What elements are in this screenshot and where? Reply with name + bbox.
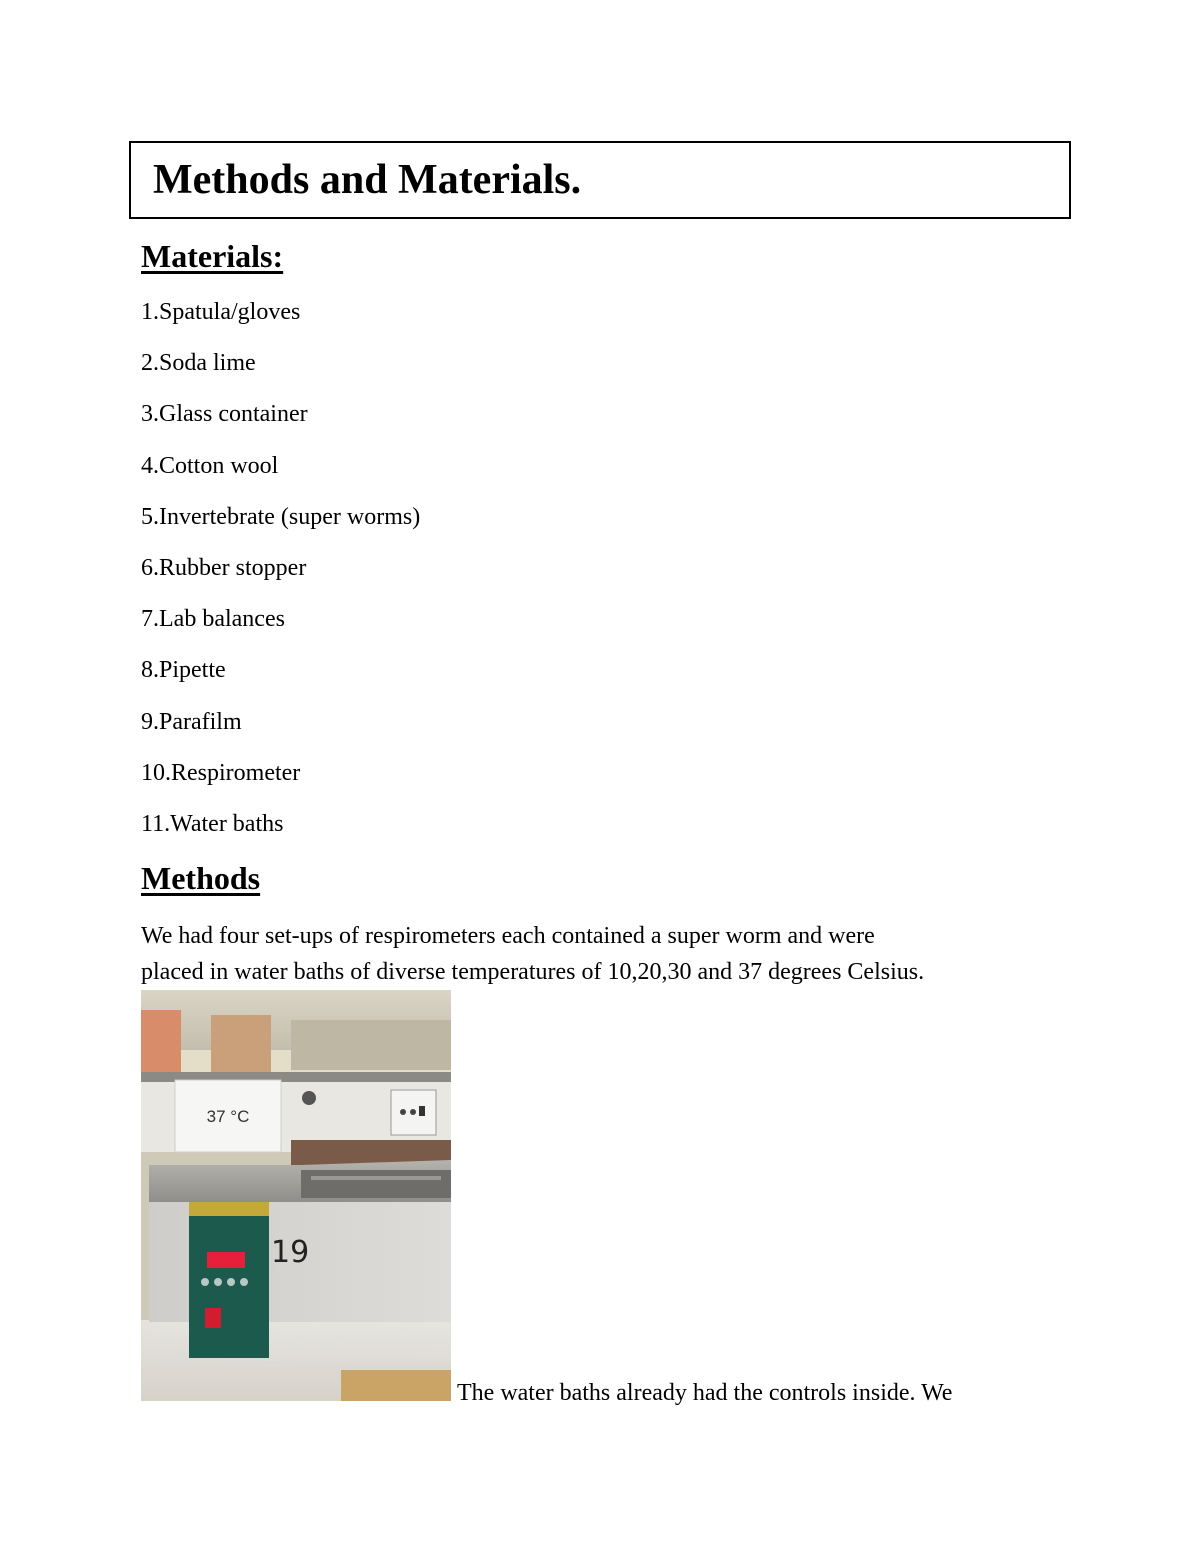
list-item: 3.Glass container: [141, 401, 308, 428]
title-box: [129, 141, 1071, 219]
list-item: 9.Parafilm: [141, 708, 242, 735]
methods-heading: Methods: [141, 860, 261, 896]
list-item: 4.Cotton wool: [141, 452, 279, 479]
list-item: 2.Soda lime: [141, 350, 256, 377]
paragraph-line: placed in water baths of diverse temperatures of 10,20,30 and 37 degrees Celsius.: [141, 959, 925, 985]
list-item: 6.Rubber stopper: [141, 554, 307, 581]
materials-list: [141, 295, 420, 858]
list-item: 11.Water baths: [141, 810, 284, 837]
paragraph-line: We had four set-ups of respirometers each contained a super worm and were: [141, 923, 875, 949]
methods-paragraph: [141, 918, 1061, 990]
trailing-text: The water baths already had the controls inside. We: [457, 1380, 953, 1406]
photo-handwritten-number: 19: [271, 1235, 310, 1270]
list-item: 7.Lab balances: [141, 606, 285, 633]
page-title: Methods and Materials.: [153, 157, 582, 203]
photo-sign-label: 37 °C: [206, 1107, 250, 1126]
list-item: 1.Spatula/gloves: [141, 299, 301, 325]
water-bath-photo: [141, 990, 451, 1401]
list-item: 8.Pipette: [141, 657, 226, 684]
materials-heading: Materials:: [141, 238, 284, 274]
list-item: 10.Respirometer: [141, 759, 301, 786]
list-item: 5.Invertebrate (super worms): [141, 503, 421, 530]
